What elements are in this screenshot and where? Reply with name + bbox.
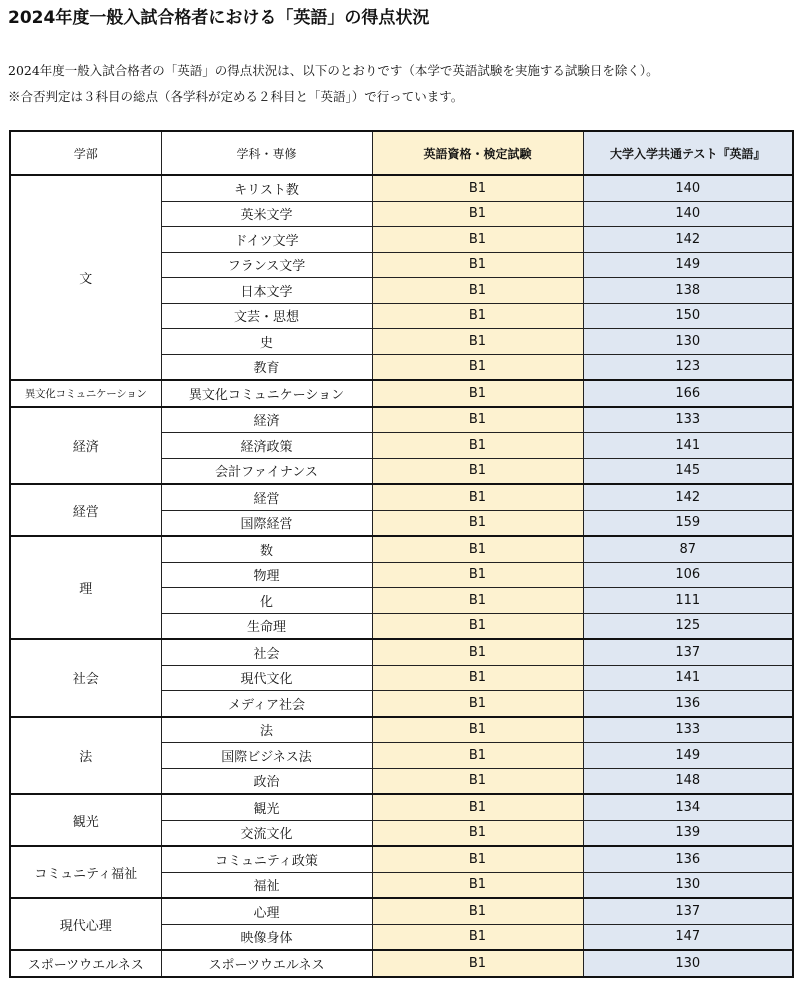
dept-cell: 現代心理 xyxy=(10,898,161,950)
subject-cell: 化 xyxy=(161,588,372,614)
english-qualification-cell: B1 xyxy=(372,639,583,665)
table-row xyxy=(10,846,793,872)
subject-cell: 経済 xyxy=(161,407,372,433)
common-test-score-cell: 145 xyxy=(583,458,793,484)
common-test-score-cell: 111 xyxy=(583,588,793,614)
subject-cell: 文芸・思想 xyxy=(161,303,372,329)
common-test-score-cell: 106 xyxy=(583,562,793,588)
intro-text xyxy=(8,58,659,110)
subject-cell: 生命理 xyxy=(161,613,372,639)
subject-cell: 経済政策 xyxy=(161,433,372,459)
table-row xyxy=(10,950,793,977)
page-title: 2024年度一般入試合格者における「英語」の得点状況 xyxy=(8,8,430,28)
subject-cell: スポーツウエルネス xyxy=(161,950,372,977)
english-qualification-cell: B1 xyxy=(372,278,583,304)
english-qualification-cell: B1 xyxy=(372,743,583,769)
english-qualification-cell: B1 xyxy=(372,484,583,510)
subject-cell: 会計ファイナンス xyxy=(161,458,372,484)
english-qualification-cell: B1 xyxy=(372,691,583,717)
common-test-score-cell: 142 xyxy=(583,484,793,510)
english-qualification-cell: B1 xyxy=(372,665,583,691)
subject-cell: 英米文学 xyxy=(161,201,372,227)
common-test-score-cell: 130 xyxy=(583,329,793,355)
english-qualification-cell: B1 xyxy=(372,227,583,253)
header-english-qualification: 英語資格・検定試験 xyxy=(372,131,583,175)
common-test-score-cell: 134 xyxy=(583,794,793,820)
english-qualification-cell: B1 xyxy=(372,510,583,536)
english-qualification-cell: B1 xyxy=(372,407,583,433)
subject-cell: 異文化コミュニケーション xyxy=(161,380,372,407)
intro-line-2: ※合否判定は３科目の総点（各学科が定める２科目と「英語」）で行っています。 xyxy=(8,89,464,104)
table-row xyxy=(10,175,793,201)
subject-cell: 政治 xyxy=(161,768,372,794)
dept-cell: 観光 xyxy=(10,794,161,846)
english-qualification-cell: B1 xyxy=(372,458,583,484)
dept-cell: 異文化コミュニケーション xyxy=(10,380,161,407)
subject-cell: 国際ビジネス法 xyxy=(161,743,372,769)
dept-cell: 経済 xyxy=(10,407,161,485)
english-qualification-cell: B1 xyxy=(372,898,583,924)
dept-cell: 経営 xyxy=(10,484,161,536)
subject-cell: 国際経営 xyxy=(161,510,372,536)
common-test-score-cell: 141 xyxy=(583,433,793,459)
common-test-score-cell: 159 xyxy=(583,510,793,536)
english-qualification-cell: B1 xyxy=(372,536,583,562)
common-test-score-cell: 148 xyxy=(583,768,793,794)
table-row xyxy=(10,639,793,665)
header-common-test: 大学入学共通テスト『英語』 xyxy=(583,131,793,175)
table-row xyxy=(10,380,793,407)
english-qualification-cell: B1 xyxy=(372,329,583,355)
subject-cell: 経営 xyxy=(161,484,372,510)
common-test-score-cell: 149 xyxy=(583,743,793,769)
subject-cell: 法 xyxy=(161,717,372,743)
subject-cell: メディア社会 xyxy=(161,691,372,717)
english-qualification-cell: B1 xyxy=(372,354,583,380)
english-qualification-cell: B1 xyxy=(372,588,583,614)
table-row xyxy=(10,717,793,743)
common-test-score-cell: 87 xyxy=(583,536,793,562)
subject-cell: 観光 xyxy=(161,794,372,820)
common-test-score-cell: 150 xyxy=(583,303,793,329)
subject-cell: 福祉 xyxy=(161,872,372,898)
subject-cell: 映像身体 xyxy=(161,924,372,950)
common-test-score-cell: 140 xyxy=(583,175,793,201)
table-header-row xyxy=(10,131,793,175)
english-qualification-cell: B1 xyxy=(372,303,583,329)
subject-cell: 現代文化 xyxy=(161,665,372,691)
english-qualification-cell: B1 xyxy=(372,872,583,898)
english-qualification-cell: B1 xyxy=(372,380,583,407)
english-qualification-cell: B1 xyxy=(372,717,583,743)
english-qualification-cell: B1 xyxy=(372,950,583,977)
subject-cell: コミュニティ政策 xyxy=(161,846,372,872)
common-test-score-cell: 130 xyxy=(583,872,793,898)
english-qualification-cell: B1 xyxy=(372,201,583,227)
common-test-score-cell: 138 xyxy=(583,278,793,304)
header-subject: 学科・専修 xyxy=(161,131,372,175)
common-test-score-cell: 130 xyxy=(583,950,793,977)
english-qualification-cell: B1 xyxy=(372,433,583,459)
english-qualification-cell: B1 xyxy=(372,613,583,639)
english-qualification-cell: B1 xyxy=(372,924,583,950)
table-row xyxy=(10,536,793,562)
common-test-score-cell: 133 xyxy=(583,717,793,743)
subject-cell: 物理 xyxy=(161,562,372,588)
table-row xyxy=(10,794,793,820)
subject-cell: 交流文化 xyxy=(161,820,372,846)
english-qualification-cell: B1 xyxy=(372,768,583,794)
subject-cell: 数 xyxy=(161,536,372,562)
common-test-score-cell: 136 xyxy=(583,691,793,717)
common-test-score-cell: 149 xyxy=(583,252,793,278)
common-test-score-cell: 136 xyxy=(583,846,793,872)
common-test-score-cell: 139 xyxy=(583,820,793,846)
common-test-score-cell: 141 xyxy=(583,665,793,691)
table-row xyxy=(10,407,793,433)
dept-cell: 法 xyxy=(10,717,161,795)
english-qualification-cell: B1 xyxy=(372,175,583,201)
table-row xyxy=(10,484,793,510)
score-table xyxy=(9,130,794,978)
subject-cell: キリスト教 xyxy=(161,175,372,201)
common-test-score-cell: 142 xyxy=(583,227,793,253)
common-test-score-cell: 137 xyxy=(583,898,793,924)
dept-cell: 理 xyxy=(10,536,161,639)
english-qualification-cell: B1 xyxy=(372,252,583,278)
subject-cell: 史 xyxy=(161,329,372,355)
common-test-score-cell: 125 xyxy=(583,613,793,639)
subject-cell: ドイツ文学 xyxy=(161,227,372,253)
english-qualification-cell: B1 xyxy=(372,794,583,820)
english-qualification-cell: B1 xyxy=(372,562,583,588)
intro-line-1: 2024年度一般入試合格者の「英語」の得点状況は、以下のとおりです（本学で英語試験を実施する試験日を除く）。 xyxy=(8,63,659,78)
dept-cell: 社会 xyxy=(10,639,161,717)
subject-cell: フランス文学 xyxy=(161,252,372,278)
table-row xyxy=(10,898,793,924)
subject-cell: 日本文学 xyxy=(161,278,372,304)
header-dept: 学部 xyxy=(10,131,161,175)
english-qualification-cell: B1 xyxy=(372,820,583,846)
common-test-score-cell: 133 xyxy=(583,407,793,433)
score-table-body xyxy=(10,175,793,977)
common-test-score-cell: 140 xyxy=(583,201,793,227)
subject-cell: 社会 xyxy=(161,639,372,665)
dept-cell: コミュニティ福祉 xyxy=(10,846,161,898)
subject-cell: 教育 xyxy=(161,354,372,380)
english-qualification-cell: B1 xyxy=(372,846,583,872)
dept-cell: スポーツウエルネス xyxy=(10,950,161,977)
dept-cell: 文 xyxy=(10,175,161,380)
common-test-score-cell: 166 xyxy=(583,380,793,407)
common-test-score-cell: 147 xyxy=(583,924,793,950)
common-test-score-cell: 137 xyxy=(583,639,793,665)
common-test-score-cell: 123 xyxy=(583,354,793,380)
subject-cell: 心理 xyxy=(161,898,372,924)
